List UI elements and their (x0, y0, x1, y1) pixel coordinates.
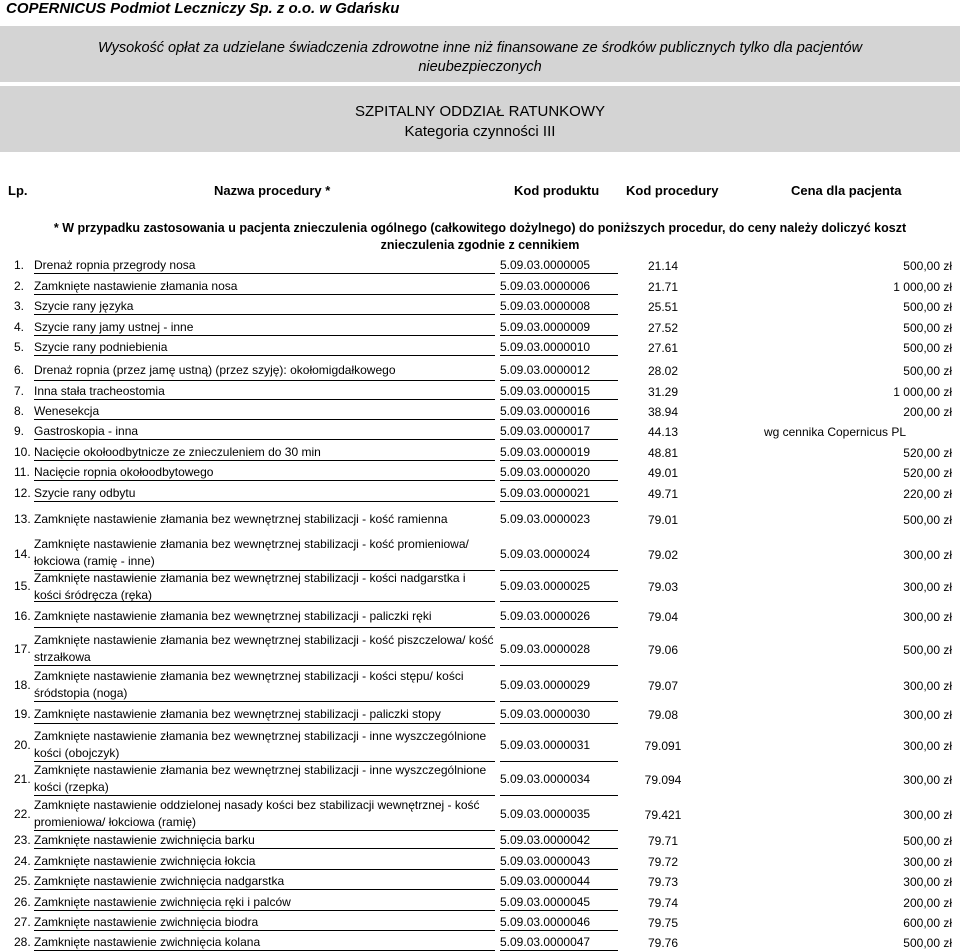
row-price: 300,00 zł (903, 739, 952, 753)
row-procedure-code: 25.51 (647, 300, 679, 314)
row-lp: 26. (14, 895, 31, 909)
row-procedure-name: Zamknięte nastawienie złamania bez wewnętrznej stabilizacji - inne wyszczególnione kości (rzepka) (34, 763, 487, 794)
table-row (0, 508, 960, 530)
row-price: 520,00 zł (903, 446, 952, 460)
row-procedure-code: 28.02 (647, 364, 679, 378)
table-row (0, 401, 960, 420)
row-procedure-code: 79.71 (647, 834, 679, 848)
row-divider (34, 314, 495, 315)
organization-name: COPERNICUS Podmiot Leczniczy Sp. z o.o. w Gdańsku (6, 0, 400, 17)
row-procedure-name: Zamknięte nastawienie złamania bez wewnętrznej stabilizacji - kości nadgarstka i kości śródręcza (ręka) (34, 571, 466, 602)
row-lp: 7. (14, 384, 25, 398)
row-divider (34, 399, 495, 400)
row-procedure-name: Zamknięte nastawienie oddzielonej nasady kości bez stabilizacji wewnętrznej - kość promieniowa/ łokciowa (ramię) (34, 798, 480, 829)
row-procedure-name: Zamknięte nastawienie złamania bez wewnętrznej stabilizacji - kość piszczelowa/ kość strzałkowa (34, 633, 494, 664)
row-procedure-name: Szycie rany języka (34, 299, 134, 313)
row-lp: 23. (14, 833, 31, 847)
row-divider-code (500, 601, 618, 602)
row-product-code: 5.09.03.0000008 (500, 299, 591, 313)
row-procedure-code: 31.29 (647, 385, 679, 399)
anesthesia-note: * W przypadku zastosowania u pacjenta znieczulenia ogólnego (całkowitego dożylnego) do poniższych procedur, do ceny należy doliczyć koszt znieczulenia zgodnie z cennikiem (53, 221, 907, 252)
row-price: 300,00 zł (903, 679, 952, 693)
row-procedure-name: Zamknięte nastawienie zwichnięcia kolana (34, 935, 261, 949)
row-procedure-code: 79.421 (644, 808, 682, 822)
row-price: 500,00 zł (903, 834, 952, 848)
row-divider (34, 355, 495, 356)
table-row (0, 296, 960, 315)
row-procedure-name: Inna stała tracheostomia (34, 384, 165, 398)
col-header-name: Nazwa procedury * (214, 183, 331, 198)
table-row (0, 912, 960, 931)
table-row (0, 728, 960, 762)
table-row (0, 932, 960, 951)
row-divider-code (500, 627, 618, 628)
row-lp: 6. (14, 363, 25, 377)
row-product-code: 5.09.03.0000042 (500, 833, 591, 847)
row-procedure-code: 79.08 (647, 708, 679, 722)
row-divider-code (500, 335, 618, 336)
row-price: wg cennika Copernicus PL (763, 425, 907, 439)
row-divider-code (500, 294, 618, 295)
row-divider-code (500, 439, 618, 440)
row-product-code: 5.09.03.0000009 (500, 320, 591, 334)
col-header-lp: Lp. (8, 183, 28, 198)
row-price: 300,00 zł (903, 610, 952, 624)
row-divider (34, 460, 495, 461)
table-row (0, 830, 960, 849)
row-price: 500,00 zł (903, 300, 952, 314)
row-divider-code (500, 273, 618, 274)
table-row (0, 442, 960, 461)
table-row (0, 317, 960, 336)
row-price: 200,00 zł (903, 896, 952, 910)
row-procedure-code: 79.75 (647, 916, 679, 930)
row-procedure-name: Zamknięte nastawienie złamania bez wewnętrznej stabilizacji - paliczki stopy (34, 707, 441, 721)
row-product-code: 5.09.03.0000015 (500, 384, 591, 398)
row-lp: 17. (14, 642, 31, 656)
row-procedure-name: Wenesekcja (34, 404, 100, 418)
row-lp: 25. (14, 874, 31, 888)
row-product-code: 5.09.03.0000028 (500, 642, 591, 656)
row-divider (34, 889, 495, 890)
row-lp: 22. (14, 807, 31, 821)
row-procedure-code: 79.01 (647, 513, 679, 527)
row-procedure-name: Zamknięte nastawienie złamania bez wewnętrznej stabilizacji - kość ramienna (34, 512, 448, 526)
subtitle-line-2: nieubezpieczonych (418, 59, 542, 75)
row-procedure-code: 79.06 (647, 643, 679, 657)
department-name: SZPITALNY ODDZIAŁ RATUNKOWY (354, 103, 606, 120)
row-divider (34, 665, 495, 666)
row-procedure-name: Zamknięte nastawienie złamania bez wewnętrznej stabilizacji - paliczki ręki (34, 609, 432, 623)
row-procedure-name: Zamknięte nastawienie zwichnięcia ręki i palców (34, 895, 291, 909)
row-procedure-code: 21.71 (647, 280, 679, 294)
table-row (0, 871, 960, 890)
row-divider (34, 419, 495, 420)
row-product-code: 5.09.03.0000017 (500, 424, 591, 438)
row-divider-code (500, 480, 618, 481)
row-divider-code (500, 665, 618, 666)
row-product-code: 5.09.03.0000034 (500, 772, 591, 786)
row-procedure-name: Nacięcie okołoodbytnicze ze znieczuleniem do 30 min (34, 445, 321, 459)
row-lp: 14. (14, 547, 31, 561)
row-product-code: 5.09.03.0000046 (500, 915, 591, 929)
table-row (0, 704, 960, 724)
table-row (0, 381, 960, 400)
row-divider-code (500, 889, 618, 890)
row-procedure-code: 79.094 (644, 773, 682, 787)
row-procedure-name: Drenaż ropnia przegrody nosa (34, 258, 196, 272)
row-divider (34, 910, 495, 911)
row-procedure-code: 44.13 (647, 425, 679, 439)
row-divider-code (500, 723, 618, 724)
row-procedure-code: 79.02 (647, 548, 679, 562)
row-divider (34, 294, 495, 295)
row-price: 300,00 zł (903, 855, 952, 869)
row-procedure-code: 79.76 (647, 936, 679, 950)
table-header (0, 168, 960, 212)
row-divider-code (500, 950, 618, 951)
row-divider (34, 335, 495, 336)
row-procedure-name: Zamknięte nastawienie zwichnięcia barku (34, 833, 255, 847)
row-procedure-name: Zamknięte nastawienie zwichnięcia biodra (34, 915, 259, 929)
row-procedure-name: Szycie rany podniebienia (34, 340, 168, 354)
row-price: 1 000,00 zł (893, 280, 952, 294)
row-divider (34, 273, 495, 274)
row-procedure-name: Zamknięte nastawienie złamania bez wewnętrznej stabilizacji - kość promieniowa/ łokciowa (ramię - inne) (34, 537, 469, 568)
row-divider (34, 723, 495, 724)
row-procedure-name: Nacięcie ropnia okołoodbytowego (34, 465, 214, 479)
row-product-code: 5.09.03.0000035 (500, 807, 591, 821)
col-header-product-code: Kod produktu (514, 183, 600, 198)
table-row (0, 255, 960, 274)
row-divider (34, 627, 495, 628)
row-divider-code (500, 355, 618, 356)
col-header-procedure-code: Kod procedury (626, 183, 719, 198)
row-product-code: 5.09.03.0000025 (500, 579, 591, 593)
row-procedure-code: 79.04 (647, 610, 679, 624)
row-divider (34, 601, 495, 602)
row-price: 200,00 zł (903, 405, 952, 419)
row-product-code: 5.09.03.0000045 (500, 895, 591, 909)
document-subtitle (0, 39, 960, 77)
row-price: 1 000,00 zł (893, 385, 952, 399)
row-product-code: 5.09.03.0000005 (500, 258, 591, 272)
row-procedure-code: 21.14 (647, 259, 679, 273)
row-price: 300,00 zł (903, 875, 952, 889)
table-row (0, 462, 960, 481)
row-price: 500,00 zł (903, 321, 952, 335)
row-divider (34, 701, 495, 702)
row-divider (34, 480, 495, 481)
row-divider (34, 869, 495, 870)
row-procedure-name: Szycie rany odbytu (34, 486, 136, 500)
row-lp: 10. (14, 445, 31, 459)
table-row (0, 483, 960, 502)
row-procedure-code: 79.091 (644, 739, 682, 753)
row-lp: 12. (14, 486, 31, 500)
department-block (0, 102, 960, 142)
row-lp: 21. (14, 772, 31, 786)
row-divider-code (500, 501, 618, 502)
category-label: Kategoria czynności III (404, 123, 556, 140)
table-row (0, 604, 960, 628)
row-product-code: 5.09.03.0000016 (500, 404, 591, 418)
table-row (0, 632, 960, 666)
table-row (0, 892, 960, 911)
row-divider-code (500, 419, 618, 420)
row-price: 300,00 zł (903, 580, 952, 594)
row-product-code: 5.09.03.0000024 (500, 547, 591, 561)
row-product-code: 5.09.03.0000010 (500, 340, 591, 354)
row-price: 500,00 zł (903, 643, 952, 657)
row-product-code: 5.09.03.0000031 (500, 738, 591, 752)
row-divider (34, 930, 495, 931)
row-divider-code (500, 460, 618, 461)
table-row (0, 762, 960, 796)
row-product-code: 5.09.03.0000012 (500, 363, 591, 377)
row-divider-code (500, 869, 618, 870)
row-price: 300,00 zł (903, 548, 952, 562)
row-procedure-code: 27.61 (647, 341, 679, 355)
row-procedure-name: Zamknięte nastawienie złamania bez wewnętrznej stabilizacji - inne wyszczególnione kości (obojczyk) (34, 729, 487, 760)
table-row (0, 668, 960, 702)
row-procedure-code: 79.74 (647, 896, 679, 910)
row-product-code: 5.09.03.0000029 (500, 678, 591, 692)
row-lp: 13. (14, 512, 31, 526)
row-procedure-code: 49.01 (647, 466, 679, 480)
row-lp: 15. (14, 579, 31, 593)
row-procedure-code: 27.52 (647, 321, 679, 335)
row-lp: 3. (14, 299, 25, 313)
row-divider-code (500, 701, 618, 702)
row-lp: 24. (14, 854, 31, 868)
row-price: 500,00 zł (903, 259, 952, 273)
table-row (0, 536, 960, 571)
row-price: 500,00 zł (903, 513, 952, 527)
table-row (0, 570, 960, 602)
table-row (0, 421, 960, 440)
row-product-code: 5.09.03.0000020 (500, 465, 591, 479)
row-price: 220,00 zł (903, 487, 952, 501)
row-lp: 16. (14, 609, 31, 623)
row-lp: 2. (14, 279, 25, 293)
row-lp: 8. (14, 404, 25, 418)
row-divider (34, 848, 495, 849)
row-price: 300,00 zł (903, 773, 952, 787)
row-divider-code (500, 910, 618, 911)
row-product-code: 5.09.03.0000026 (500, 609, 591, 623)
row-product-code: 5.09.03.0000030 (500, 707, 591, 721)
row-price: 300,00 zł (903, 808, 952, 822)
row-procedure-code: 79.07 (647, 679, 679, 693)
row-lp: 27. (14, 915, 31, 929)
table-row (0, 851, 960, 870)
row-product-code: 5.09.03.0000021 (500, 486, 591, 500)
row-price: 600,00 zł (903, 916, 952, 930)
row-lp: 28. (14, 935, 31, 949)
row-product-code: 5.09.03.0000006 (500, 279, 591, 293)
row-product-code: 5.09.03.0000043 (500, 854, 591, 868)
row-lp: 5. (14, 340, 25, 354)
row-divider-code (500, 399, 618, 400)
row-price: 300,00 zł (903, 708, 952, 722)
row-product-code: 5.09.03.0000047 (500, 935, 591, 949)
row-lp: 11. (14, 465, 30, 479)
row-procedure-name: Gastroskopia - inna (34, 424, 139, 438)
row-divider-code (500, 795, 618, 796)
row-lp: 4. (14, 320, 25, 334)
row-divider-code (500, 930, 618, 931)
row-divider (34, 950, 495, 951)
row-divider-code (500, 848, 618, 849)
subtitle-line-1: Wysokość opłat za udzielane świadczenia zdrowotne inne niż finansowane ze środków publicznych tylko dla pacjentów (97, 40, 863, 56)
row-price: 500,00 zł (903, 364, 952, 378)
row-price: 500,00 zł (903, 936, 952, 950)
row-procedure-name: Drenaż ropnia (przez jamę ustną) (przez szyję): okołomigdałkowego (34, 363, 396, 377)
row-procedure-code: 49.71 (647, 487, 679, 501)
table-row (0, 359, 960, 381)
row-procedure-name: Szycie rany jamy ustnej - inne (34, 320, 194, 334)
row-procedure-code: 79.72 (647, 855, 679, 869)
row-divider-code (500, 314, 618, 315)
row-procedure-code: 38.94 (647, 405, 679, 419)
row-lp: 9. (14, 424, 25, 438)
row-price: 500,00 zł (903, 341, 952, 355)
row-procedure-code: 48.81 (647, 446, 679, 460)
table-row (0, 797, 960, 831)
row-procedure-code: 79.03 (647, 580, 679, 594)
table-row (0, 276, 960, 295)
row-price: 520,00 zł (903, 466, 952, 480)
row-product-code: 5.09.03.0000023 (500, 512, 591, 526)
row-divider (34, 439, 495, 440)
row-lp: 19. (14, 707, 31, 721)
row-procedure-name: Zamknięte nastawienie złamania nosa (34, 279, 238, 293)
row-procedure-name: Zamknięte nastawienie zwichnięcia nadgarstka (34, 874, 285, 888)
table-row (0, 337, 960, 356)
row-procedure-code: 79.73 (647, 875, 679, 889)
row-divider (34, 501, 495, 502)
row-divider (34, 795, 495, 796)
row-lp: 18. (14, 678, 31, 692)
row-procedure-name: Zamknięte nastawienie zwichnięcia łokcia (34, 854, 256, 868)
col-header-price: Cena dla pacjenta (791, 183, 902, 198)
row-product-code: 5.09.03.0000044 (500, 874, 591, 888)
row-procedure-name: Zamknięte nastawienie złamania bez wewnętrznej stabilizacji - kości stępu/ kości śródstopia (noga) (34, 669, 464, 700)
row-product-code: 5.09.03.0000019 (500, 445, 591, 459)
row-lp: 1. (14, 258, 25, 272)
row-lp: 20. (14, 738, 31, 752)
